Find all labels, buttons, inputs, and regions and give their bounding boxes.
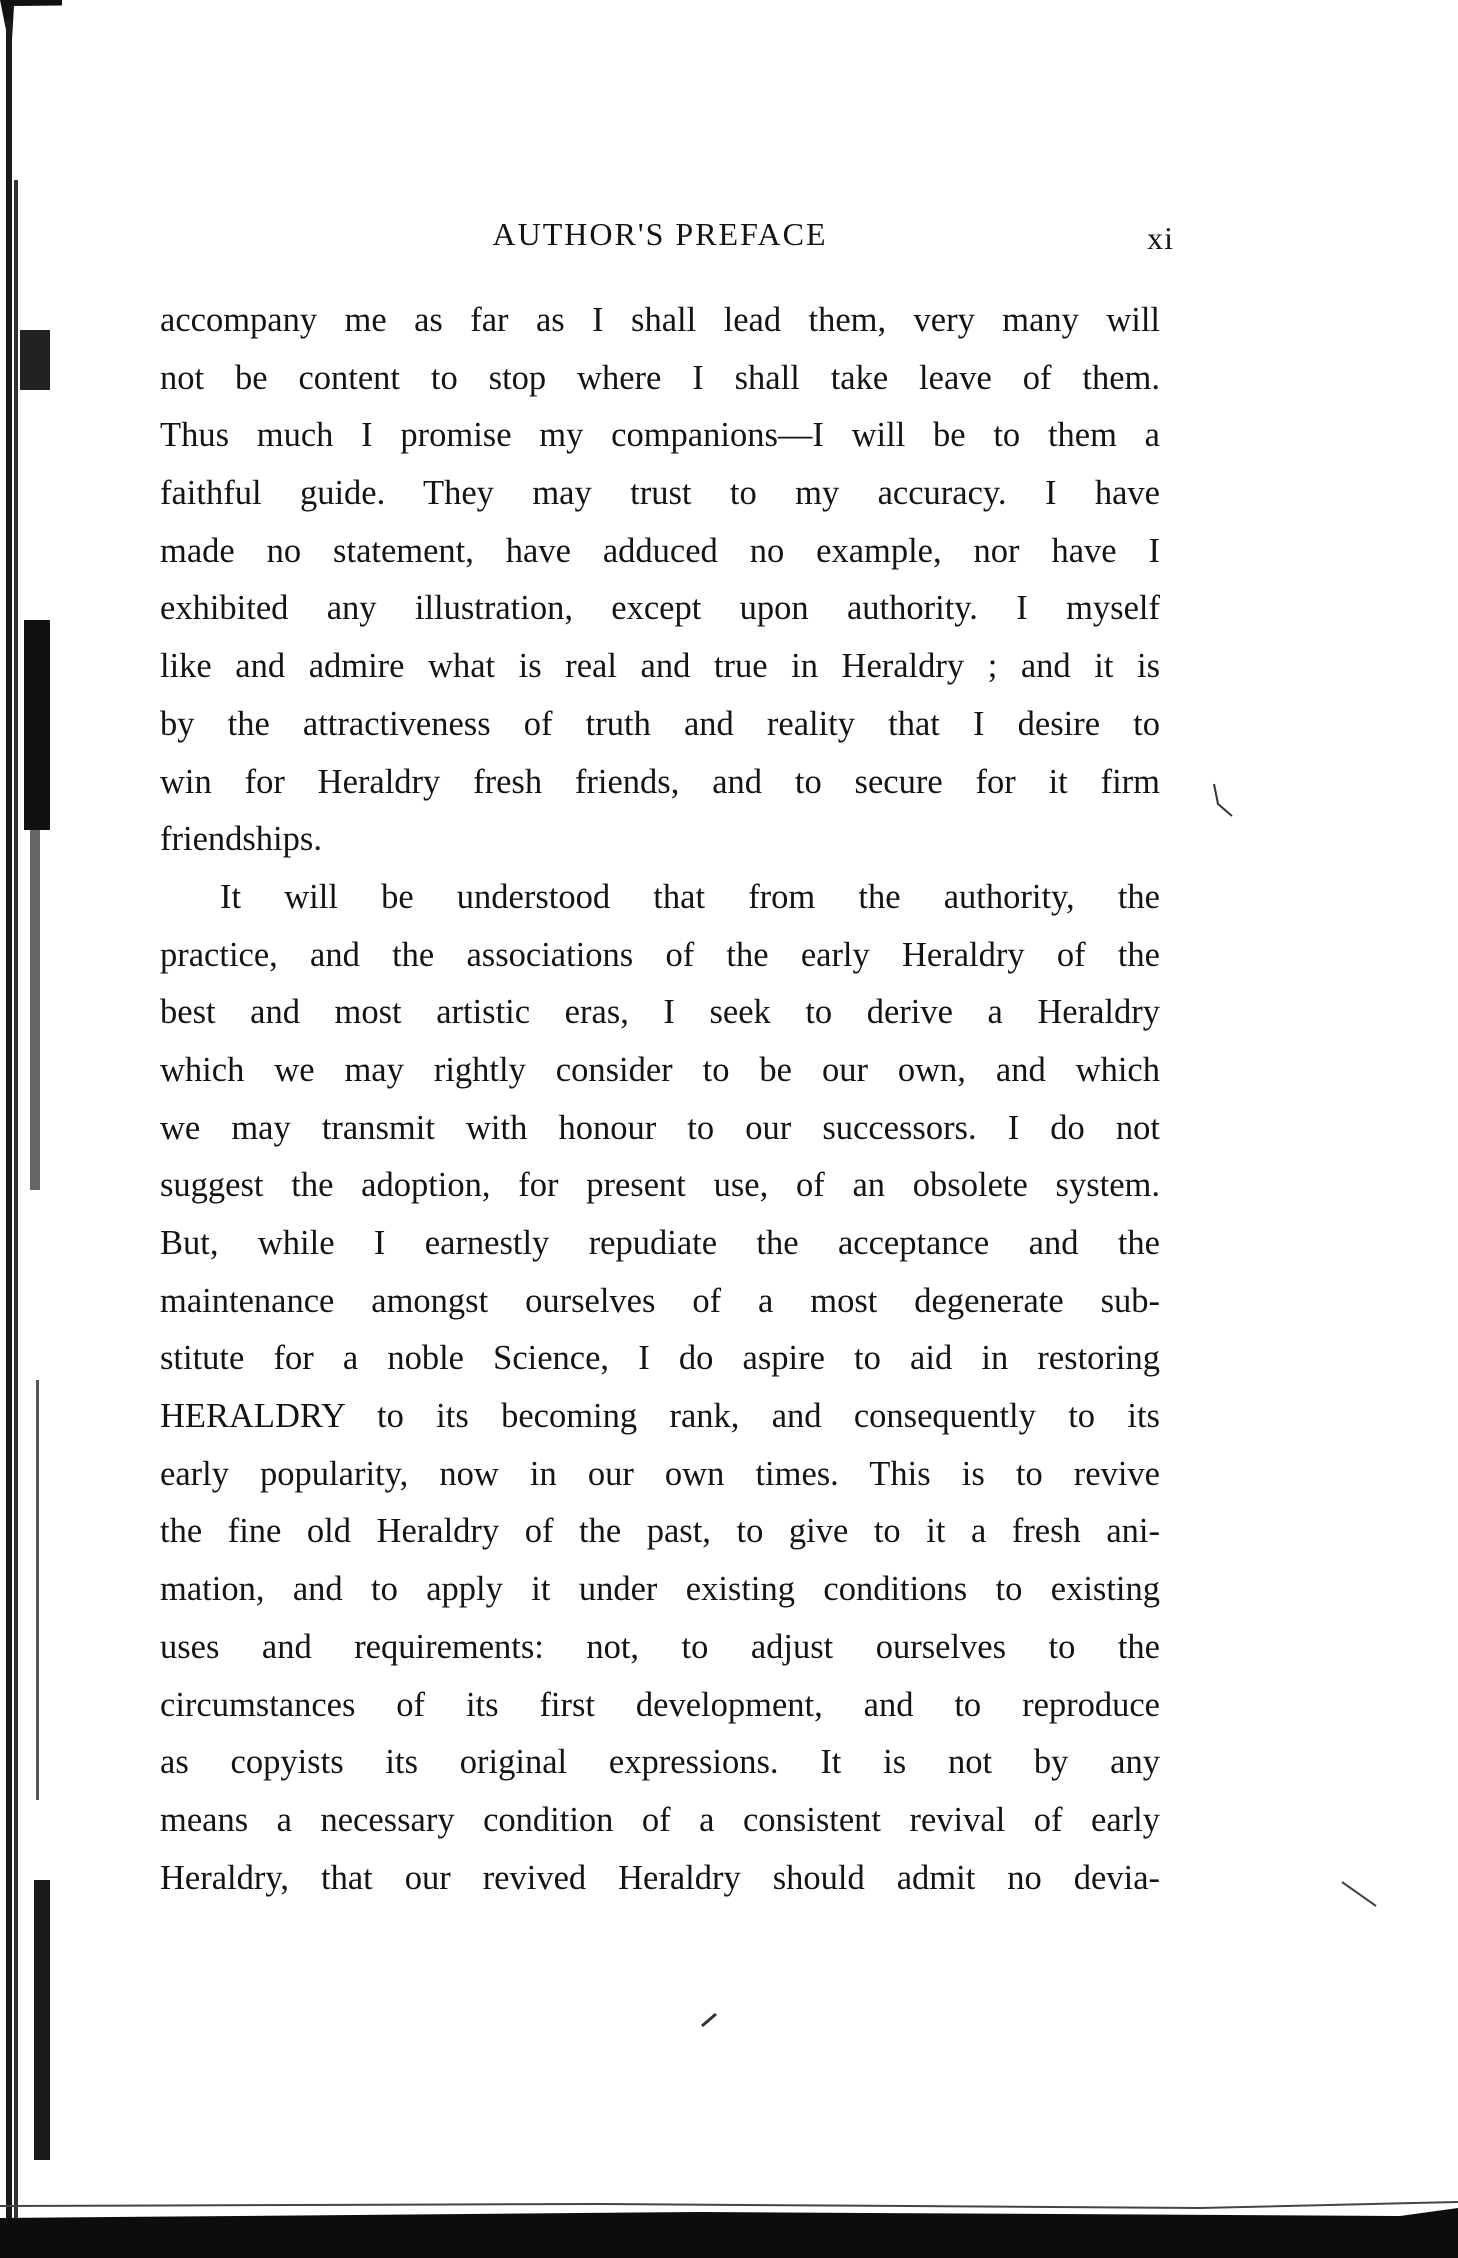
text-line: maintenance amongst ourselves of a most degenerate sub- (160, 1281, 1160, 1320)
stray-mark (1210, 780, 1240, 820)
running-title: AUTHOR'S PREFACE (492, 216, 828, 252)
page-number: xi (1147, 220, 1174, 256)
text-line: as copyists its original expressions. It is not by any (160, 1743, 1160, 1782)
scan-edge-left (0, 0, 62, 2258)
text-line: practice, and the associations of the early Heraldry of the (160, 935, 1160, 974)
text-line: which we may rightly consider to be our own, and which (160, 1050, 1160, 1089)
text-line: But, while I earnestly repudiate the acceptance and the (160, 1224, 1160, 1262)
text-line: uses and requirements: not, to adjust ourselves to the (160, 1627, 1160, 1666)
text-line: circumstances of its first development, and to reproduce (160, 1685, 1160, 1724)
text-line: suggest the adoption, for present use, of an obsolete system. (160, 1166, 1160, 1205)
body-text (160, 292, 1160, 1907)
text-line: mation, and to apply it under existing conditions to existing (160, 1570, 1160, 1609)
text-line: HERALDRY to its becoming rank, and consequently to its (160, 1397, 1160, 1436)
text-line: means a necessary condition of a consistent revival of early (160, 1800, 1160, 1839)
paragraph-start-line: It will be understood that from the authority, the (220, 877, 1160, 916)
text-line: made no statement, have adduced no example, nor have I (160, 531, 1160, 570)
stray-mark (700, 2010, 720, 2030)
stray-mark (1340, 1880, 1380, 1910)
text-line: exhibited any illustration, except upon authority. I myself (160, 589, 1160, 628)
text-line: accompany me as far as I shall lead them, very many will (160, 301, 1160, 339)
text-line: friendships. (160, 820, 322, 859)
text-line: best and most artistic eras, I seek to derive a Heraldry (160, 993, 1160, 1032)
text-line: stitute for a noble Science, I do aspire to aid in restoring (160, 1339, 1160, 1378)
text-line: not be content to stop where I shall take leave of them. (160, 358, 1160, 397)
text-line: faithful guide. They may trust to my accuracy. I have (160, 474, 1160, 513)
text-line: Thus much I promise my companions—I will be to them a (160, 416, 1160, 455)
text-line: win for Heraldry fresh friends, and to secure for it firm (160, 762, 1160, 801)
running-head (160, 216, 1174, 260)
scan-edge-bottom (0, 2188, 1458, 2258)
text-line: like and admire what is real and true in Heraldry ; and it is (160, 647, 1160, 686)
text-line: early popularity, now in our own times. This is to revive (160, 1454, 1160, 1493)
text-line: the fine old Heraldry of the past, to give to it a fresh ani- (160, 1512, 1160, 1551)
text-line: we may transmit with honour to our successors. I do not (160, 1108, 1160, 1147)
text-line: Heraldry, that our revived Heraldry should admit no devia- (160, 1858, 1160, 1897)
text-line: by the attractiveness of truth and reality that I desire to (160, 704, 1160, 743)
